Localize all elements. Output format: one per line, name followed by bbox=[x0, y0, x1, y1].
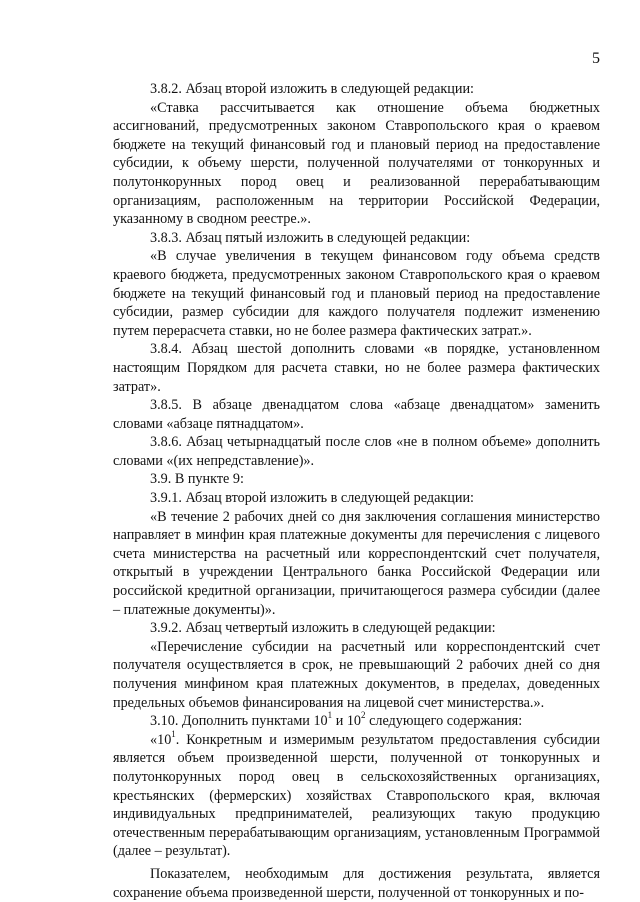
paragraph-3-8-4: 3.8.4. Абзац шестой дополнить словами «в порядке, установленном настоящим Порядком для расчета ставки, но не более размера фактических затрат». bbox=[113, 341, 600, 395]
paragraph-3-9-2: 3.9.2. Абзац четвертый изложить в следующей редакции: bbox=[150, 620, 496, 637]
paragraph-3-9: 3.9. В пункте 9: bbox=[150, 471, 244, 488]
paragraph-3-9-1: 3.9.1. Абзац второй изложить в следующей редакции: bbox=[150, 490, 474, 507]
paragraph-indicator: Показателем, необходимым для достижения результата, является сохранение объема произведенной шерсти, полученной от тонкорунных и по- bbox=[113, 865, 600, 901]
paragraph-3-8-3: 3.8.3. Абзац пятый изложить в следующей редакции: bbox=[150, 229, 471, 246]
document-body bbox=[113, 80, 600, 902]
paragraph-payment-documents: «В течение 2 рабочих дней со дня заключения соглашения министерство направляет в минфин края платежные документы для перечисления с лицевого счета министерства на расчетный или корреспондентский счет получателя, открытый в учреждении Центрального банка Российской Федерации или российской кредитной организации, причитающегося размера субсидии (далее – платежные документы)». bbox=[113, 508, 600, 618]
paragraph-10-1-result bbox=[113, 731, 600, 861]
p101-sup: 1 bbox=[171, 729, 176, 740]
p101-text-a: «10 bbox=[150, 731, 172, 748]
p310-text-a: 3.10. Дополнить пунктами 10 bbox=[150, 713, 328, 730]
paragraph-budget-increase: «В случае увеличения в текущем финансовом году объема средств краевого бюджета, предусмотренных законом Ставропольского края о краевом бюджете на текущий финансовый год и плановый период на предоставление субсидии, размер субсидии для каждого получателя подлежит изменению путем перерасчета ставки, но не более размера фактических затрат.». bbox=[113, 248, 600, 339]
page-number: 5 bbox=[592, 50, 600, 67]
p310-sup-1: 1 bbox=[327, 710, 333, 721]
p310-sup-2: 2 bbox=[361, 710, 366, 721]
paragraph-3-8-6: 3.8.6. Абзац четырнадцатый после слов «не в полном объеме» дополнить словами «(их непредставление)». bbox=[113, 434, 600, 469]
paragraph-subsidy-transfer: «Перечисление субсидии на расчетный или корреспондентский счет получателя осуществляется в срок, не превышающий 2 рабочих дней со дня получения минфином края платежных документов, в пределах, доведенных предельных объемов финансирования на лицевой счет министерства.». bbox=[113, 638, 600, 711]
paragraph-3-10 bbox=[113, 712, 600, 731]
paragraph-3-8-2: 3.8.2. Абзац второй изложить в следующей редакции: bbox=[150, 81, 474, 97]
p101-text-b: . Конкретным и измеримым результатом предоставления субсидии является объем произведенной шерсти, полученной от тонкорунных и полутонкорунных пород овец в сельскохозяйственных организациях, крестьянских (фермерских) хозяйствах Ставропольского края, включая индивидуальных предпринимателей, реализующих такую продукцию отечественным перерабатывающим организациям, установленным Программой (далее – результат). bbox=[113, 731, 600, 860]
paragraph-rate-definition: «Ставка рассчитывается как отношение объема бюджетных ассигнований, предусмотренных законом Ставропольского края о краевом бюджете на текущий финансовый год и плановый период на предоставление субсидии, к объему шерсти, полученной получателями от тонкорунных и полутонкорунных пород овец и реализованной перерабатывающим организациям, расположенным на территории Российской Федерации, указанному в сводном реестре.». bbox=[113, 99, 600, 228]
p310-text-b: и 10 bbox=[332, 713, 362, 730]
p310-text-c: следующего содержания: bbox=[365, 713, 523, 730]
paragraph-3-8-5: 3.8.5. В абзаце двенадцатом слова «абзаце двенадцатом» заменить словами «абзаце пятнадцатом». bbox=[113, 397, 600, 432]
